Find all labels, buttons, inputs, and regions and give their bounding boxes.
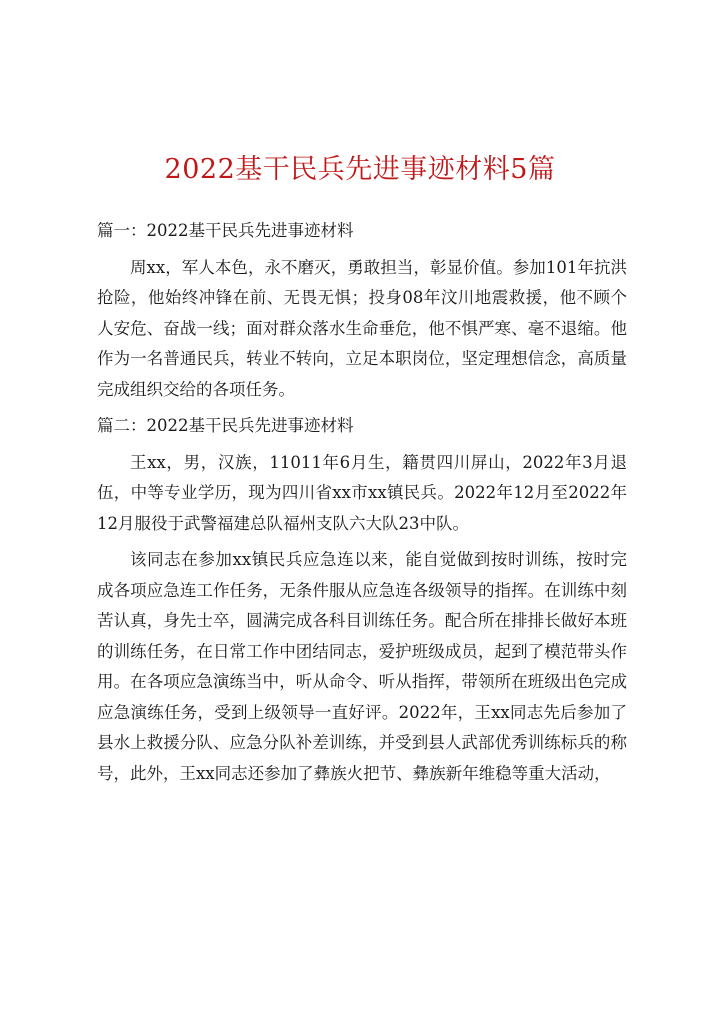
section-2-paragraph-2: 该同志在参加xx镇民兵应急连以来，能自觉做到按时训练，按时完成各项应急连工作任务，无条件服从应急连各级领导的指挥。在训练中刻苦认真，身先士卒，圆满完成各科目训练任务。配合所在排排长做好本班的训练任务，在日常工作中团结同志，爱护班级成员，起到了模范带头作用。在各项应急演练当中，听从命令、听从指挥，带领所在班级出色完成应急演练任务，受到上级领导一直好评。2022年，王xx同志先后参加了县水上救援分队、应急分队补差训练，并受到县人武部优秀训练标兵的称号，此外，王xx同志还参加了彝族火把节、彝族新年维稳等重大活动， (97, 550, 627, 783)
section-2-paragraph-1: 王xx，男，汉族，11011年6月生，籍贯四川屏山，2022年3月退伍，中等专业学历，现为四川省xx市xx镇民兵。2022年12月至2022年12月服役于武警福建总队福州支队六大队23中队。 (97, 452, 627, 533)
section-heading-2: 篇二：2022基干民兵先进事迹材料 (97, 416, 354, 435)
section-1-paragraph-1: 周xx，军人本色，永不磨灭，勇敢担当，彰显价值。参加101年抗洪抢险，他始终冲锋在前、无畏无惧；投身08年汶川地震救援，他不顾个人安危、奋战一线；面对群众落水生命垂危，他不惧严寒、毫不退缩。他作为一名普通民兵，转业不转向，立足本职岗位，坚定理想信念，高质量完成组织交给的各项任务。 (97, 257, 627, 399)
section-heading-1: 篇一：2022基干民兵先进事迹材料 (97, 221, 354, 240)
document-body (97, 216, 627, 789)
document-title: 2022基干民兵先进事迹材料5篇 (164, 154, 556, 185)
